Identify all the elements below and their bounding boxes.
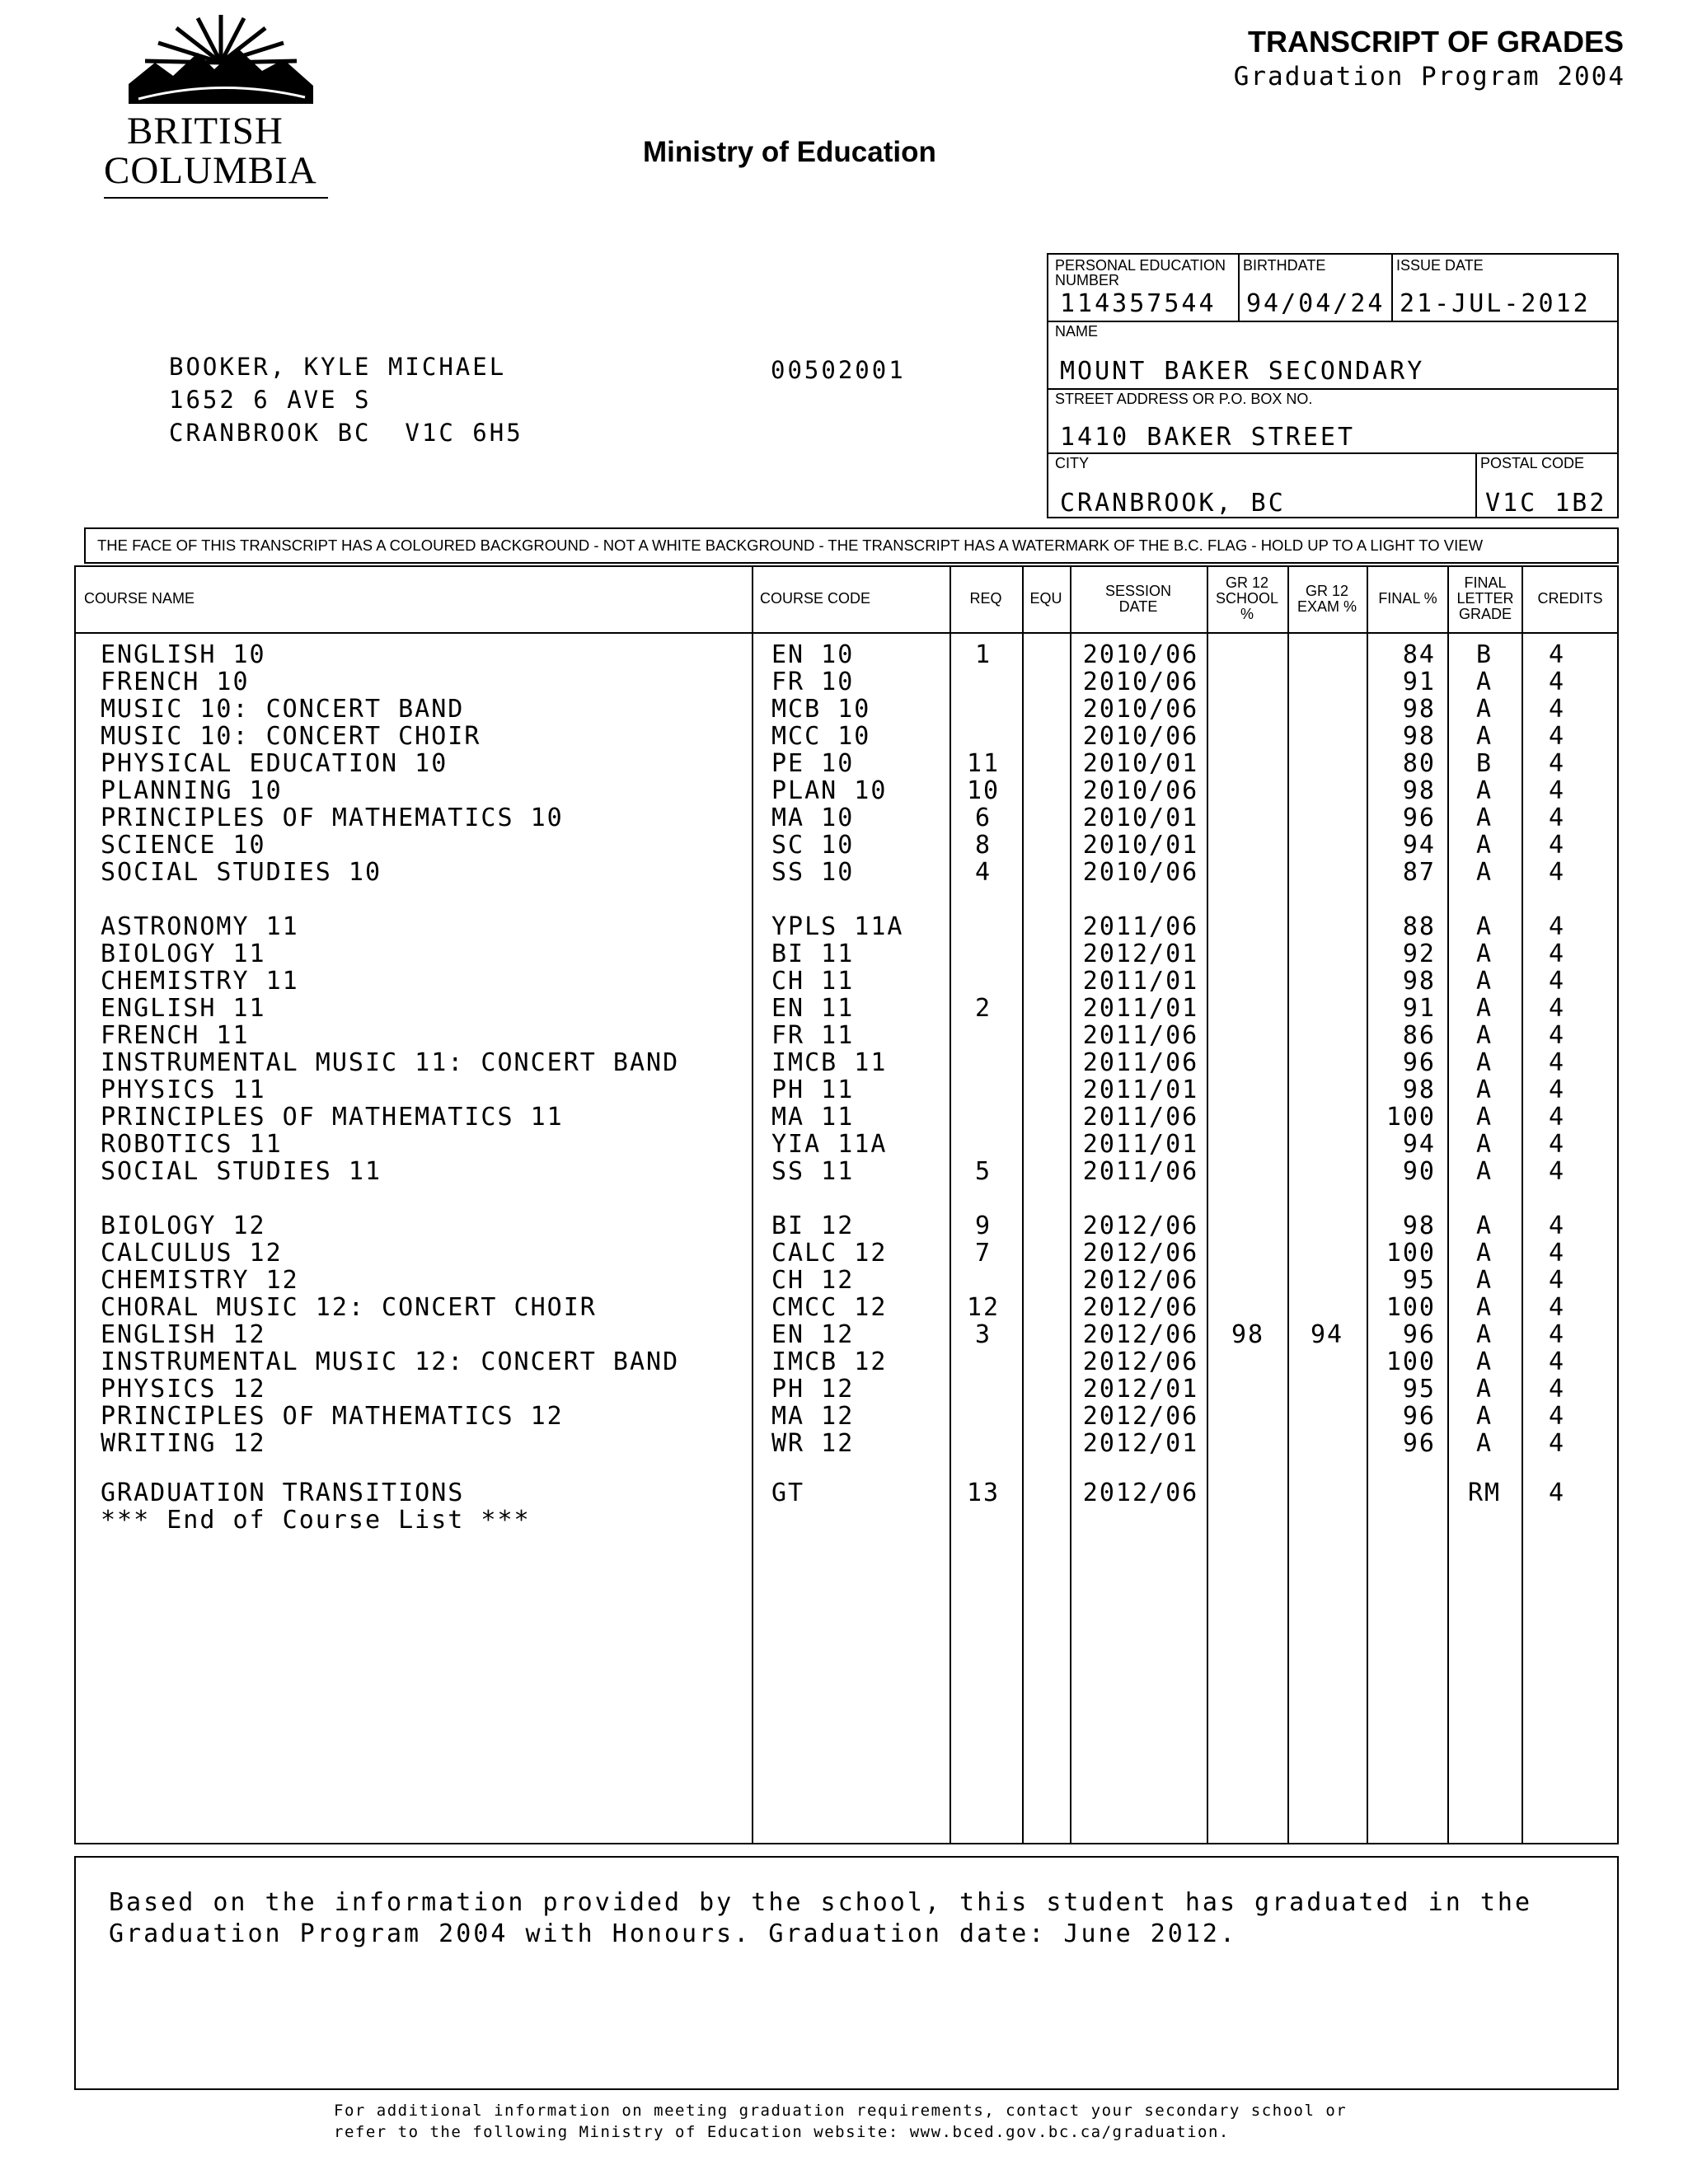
cell-session: 2012/06 [1082, 1347, 1199, 1376]
cell-name: ENGLISH 12 [101, 1320, 266, 1349]
cell-letter: A [1475, 776, 1493, 805]
student-address-line1: 1652 6 AVE S [169, 386, 372, 414]
graduation-statement-box [74, 1856, 1619, 2090]
cell-req: 10 [966, 776, 1001, 805]
pen-value: 114357544 [1060, 289, 1217, 318]
graduation-statement: Based on the information provided by the school, this student has graduated in the Graduation Program 2004 with Honours. Graduation date: June 2012. [109, 1888, 1533, 1948]
cell-letter: A [1475, 1021, 1493, 1050]
rule [1475, 452, 1477, 518]
cell-credits: 4 [1548, 1320, 1566, 1349]
cell-letter: A [1475, 1130, 1493, 1159]
cell-credits: 4 [1548, 1103, 1566, 1132]
cell-req: 2 [974, 994, 992, 1023]
cell-session: 2011/06 [1082, 1103, 1199, 1132]
logo-text-columbia: COLUMBIA [104, 149, 317, 192]
cell-credits: 4 [1548, 668, 1566, 696]
header-equ: EQU [1029, 590, 1062, 607]
cell-final: 94 [1402, 831, 1436, 860]
cell-letter: A [1475, 1048, 1493, 1077]
cell-name: SCIENCE 10 [101, 831, 266, 860]
cell-credits: 4 [1548, 640, 1566, 669]
cell-session: 2010/06 [1082, 640, 1199, 669]
cell-name: SOCIAL STUDIES 10 [101, 858, 382, 887]
cell-code: SC 10 [771, 831, 855, 860]
cell-name: CHEMISTRY 12 [101, 1266, 299, 1295]
cell-final: 96 [1402, 804, 1436, 832]
cell-req: 4 [974, 858, 992, 887]
watermark-notice: THE FACE OF THIS TRANSCRIPT HAS A COLOURED BACKGROUND - NOT A WHITE BACKGROUND - THE TRANSCRIPT HAS A WATERMARK OF THE B.C. FLAG - HOLD UP TO A LIGHT TO VIEW [84, 527, 1619, 564]
cell-exam: 94 [1310, 1320, 1344, 1349]
cell-req: 8 [974, 831, 992, 860]
cell-final: 86 [1402, 1021, 1436, 1050]
cell-credits: 4 [1548, 1239, 1566, 1268]
cell-code: YIA 11A [771, 1130, 888, 1159]
column-rule [1022, 567, 1024, 1843]
cell-name: PHYSICS 12 [101, 1375, 266, 1404]
cell-letter: A [1475, 1076, 1493, 1104]
cell-credits: 4 [1548, 1076, 1566, 1104]
cell-session: 2011/06 [1082, 1021, 1199, 1050]
cell-final: 98 [1402, 1212, 1436, 1240]
cell-session: 2011/01 [1082, 967, 1199, 996]
cell-letter: A [1475, 912, 1493, 941]
header-final-pct: FINAL % [1378, 590, 1437, 607]
cell-credits: 4 [1548, 1479, 1566, 1507]
issue-date-value: 21-JUL-2012 [1400, 289, 1591, 318]
city-label: CITY [1055, 455, 1090, 471]
cell-final: 98 [1402, 967, 1436, 996]
cell-final: 96 [1402, 1402, 1436, 1431]
cell-letter: A [1475, 1266, 1493, 1295]
cell-code: FR 11 [771, 1021, 855, 1050]
cell-final: 87 [1402, 858, 1436, 887]
birthdate-value: 94/04/24 [1246, 289, 1386, 318]
cell-credits: 4 [1548, 804, 1566, 832]
cell-req: 6 [974, 804, 992, 832]
cell-code: MCB 10 [771, 695, 871, 724]
cell-code: CALC 12 [771, 1239, 888, 1268]
rule [1048, 388, 1617, 390]
cell-letter: A [1475, 1429, 1493, 1458]
cell-name: WRITING 12 [101, 1429, 266, 1458]
cell-name: CHEMISTRY 11 [101, 967, 299, 996]
cell-final: 100 [1386, 1293, 1436, 1322]
cell-credits: 4 [1548, 1212, 1566, 1240]
header-course-name: COURSE NAME [84, 590, 195, 607]
header-credits: CREDITS [1537, 590, 1603, 607]
cell-letter: A [1475, 940, 1493, 968]
cell-session: 2012/06 [1082, 1266, 1199, 1295]
footer-note: For additional information on meeting graduation requirements, contact your secondary school or refer to the following Ministry of Education website: www.bced.gov.bc.ca/graduation. [334, 2102, 1348, 2141]
cell-final: 84 [1402, 640, 1436, 669]
cell-credits: 4 [1548, 1048, 1566, 1077]
cell-final: 98 [1402, 695, 1436, 724]
cell-final: 96 [1402, 1429, 1436, 1458]
cell-req: 13 [966, 1479, 1001, 1507]
cell-final: 100 [1386, 1239, 1436, 1268]
cell-letter: A [1475, 722, 1493, 751]
cell-session: 2011/06 [1082, 912, 1199, 941]
cell-credits: 4 [1548, 994, 1566, 1023]
cell-credits: 4 [1548, 1429, 1566, 1458]
ministry-title: Ministry of Education [643, 136, 936, 168]
cell-final: 91 [1402, 668, 1436, 696]
cell-name: MUSIC 10: CONCERT CHOIR [101, 722, 481, 751]
cell-final: 95 [1402, 1375, 1436, 1404]
cell-code: BI 11 [771, 940, 855, 968]
cell-credits: 4 [1548, 722, 1566, 751]
birthdate-label: BIRTHDATE [1243, 257, 1326, 274]
cell-session: 2010/06 [1082, 695, 1199, 724]
cell-name: FRENCH 10 [101, 668, 250, 696]
cell-name: ENGLISH 11 [101, 994, 266, 1023]
cell-req: 12 [966, 1293, 1001, 1322]
cell-school: 98 [1231, 1320, 1265, 1349]
cell-credits: 4 [1548, 749, 1566, 778]
cell-credits: 4 [1548, 1347, 1566, 1376]
cell-name: PHYSICS 11 [101, 1076, 266, 1104]
cell-session: 2010/06 [1082, 776, 1199, 805]
cell-session: 2012/06 [1082, 1320, 1199, 1349]
cell-final: 98 [1402, 1076, 1436, 1104]
cell-final: 100 [1386, 1347, 1436, 1376]
cell-credits: 4 [1548, 1293, 1566, 1322]
rule [1391, 255, 1393, 321]
cell-name: PRINCIPLES OF MATHEMATICS 11 [101, 1103, 564, 1132]
cell-code: EN 11 [771, 994, 855, 1023]
cell-name: FRENCH 11 [101, 1021, 250, 1050]
cell-code: SS 11 [771, 1157, 855, 1186]
cell-session: 2012/06 [1082, 1293, 1199, 1322]
cell-session: 2011/06 [1082, 1157, 1199, 1186]
cell-credits: 4 [1548, 967, 1566, 996]
student-number: 00502001 [771, 356, 906, 384]
cell-session: 2011/06 [1082, 1048, 1199, 1077]
cell-final: 98 [1402, 776, 1436, 805]
cell-letter: A [1475, 1402, 1493, 1431]
cell-name: BIOLOGY 12 [101, 1212, 266, 1240]
cell-req: 5 [974, 1157, 992, 1186]
cell-code: CH 12 [771, 1266, 855, 1295]
rule [1238, 255, 1240, 321]
postal-code-label: POSTAL CODE [1480, 455, 1585, 471]
cell-final: 88 [1402, 912, 1436, 941]
header-session-date: SESSION DATE [1104, 582, 1172, 615]
cell-credits: 4 [1548, 940, 1566, 968]
cell-code: CH 11 [771, 967, 855, 996]
cell-req: 3 [974, 1320, 992, 1349]
cell-final: 94 [1402, 1130, 1436, 1159]
program-subtitle: Graduation Program 2004 [1233, 62, 1625, 91]
cell-name: INSTRUMENTAL MUSIC 12: CONCERT BAND [101, 1347, 680, 1376]
cell-letter: B [1475, 749, 1493, 778]
course-table [74, 565, 1619, 1844]
cell-final: 96 [1402, 1320, 1436, 1349]
cell-code: CMCC 12 [771, 1293, 888, 1322]
cell-req: 11 [966, 749, 1001, 778]
cell-name: BIOLOGY 11 [101, 940, 266, 968]
cell-credits: 4 [1548, 912, 1566, 941]
cell-final: 80 [1402, 749, 1436, 778]
cell-letter: A [1475, 1157, 1493, 1186]
cell-session: 2012/06 [1082, 1402, 1199, 1431]
cell-final: 92 [1402, 940, 1436, 968]
cell-credits: 4 [1548, 1266, 1566, 1295]
header-exam-pct: GR 12 EXAM % [1296, 582, 1357, 615]
pen-label: PERSONAL EDUCATION NUMBER [1055, 257, 1226, 288]
cell-code: PH 11 [771, 1076, 855, 1104]
column-rule [1070, 567, 1071, 1843]
cell-name: ROBOTICS 11 [101, 1130, 283, 1159]
cell-name: PLANNING 10 [101, 776, 283, 805]
cell-code: YPLS 11A [771, 912, 904, 941]
column-rule [1207, 567, 1208, 1843]
cell-session: 2010/01 [1082, 831, 1199, 860]
cell-name: PRINCIPLES OF MATHEMATICS 12 [101, 1402, 564, 1431]
column-rule [1287, 567, 1289, 1843]
cell-session: 2011/01 [1082, 1076, 1199, 1104]
cell-name: CHORAL MUSIC 12: CONCERT CHOIR [101, 1293, 597, 1322]
cell-code: FR 10 [771, 668, 855, 696]
cell-session: 2010/06 [1082, 668, 1199, 696]
header-rule [76, 632, 1617, 634]
cell-code: PLAN 10 [771, 776, 888, 805]
sun-mountains-icon [122, 12, 320, 109]
cell-code: SS 10 [771, 858, 855, 887]
cell-code: EN 10 [771, 640, 855, 669]
cell-code: EN 12 [771, 1320, 855, 1349]
rule [1048, 321, 1617, 322]
cell-final: 95 [1402, 1266, 1436, 1295]
cell-session: 2010/01 [1082, 804, 1199, 832]
cell-code: MA 12 [771, 1402, 855, 1431]
cell-letter: A [1475, 1239, 1493, 1268]
cell-code: IMCB 12 [771, 1347, 888, 1376]
cell-name: PRINCIPLES OF MATHEMATICS 10 [101, 804, 564, 832]
cell-credits: 4 [1548, 1130, 1566, 1159]
street-value: 1410 BAKER STREET [1060, 423, 1356, 452]
cell-credits: 4 [1548, 1402, 1566, 1431]
column-rule [752, 567, 753, 1843]
cell-letter: A [1475, 668, 1493, 696]
cell-credits: 4 [1548, 1021, 1566, 1050]
cell-session: 2012/01 [1082, 1375, 1199, 1404]
cell-final: 98 [1402, 722, 1436, 751]
cell-credits: 4 [1548, 776, 1566, 805]
cell-name: ASTRONOMY 11 [101, 912, 299, 941]
street-label: STREET ADDRESS OR P.O. BOX NO. [1055, 391, 1313, 407]
cell-session: 2012/01 [1082, 940, 1199, 968]
cell-req: 1 [974, 640, 992, 669]
cell-code: IMCB 11 [771, 1048, 888, 1077]
cell-letter: A [1475, 804, 1493, 832]
cell-code: MCC 10 [771, 722, 871, 751]
logo-underline [104, 197, 328, 199]
cell-letter: A [1475, 831, 1493, 860]
transcript-title: TRANSCRIPT OF GRADES [1247, 25, 1624, 59]
end-of-course-list: *** End of Course List *** [101, 1506, 531, 1535]
logo-text-british: BRITISH [127, 110, 284, 152]
header-course-code: COURSE CODE [760, 590, 871, 607]
cell-letter: A [1475, 967, 1493, 996]
cell-code: GT [771, 1479, 805, 1507]
cell-session: 2010/06 [1082, 858, 1199, 887]
cell-letter: A [1475, 695, 1493, 724]
city-value: CRANBROOK, BC [1060, 489, 1286, 518]
cell-name: CALCULUS 12 [101, 1239, 283, 1268]
cell-letter: B [1475, 640, 1493, 669]
cell-session: 2010/06 [1082, 722, 1199, 751]
header-letter-grade: FINAL LETTER GRADE [1456, 574, 1514, 622]
cell-code: PE 10 [771, 749, 855, 778]
cell-code: BI 12 [771, 1212, 855, 1240]
cell-letter: A [1475, 1293, 1493, 1322]
cell-letter: A [1475, 1103, 1493, 1132]
student-address-line2: CRANBROOK BC V1C 6H5 [169, 419, 523, 447]
cell-session: 2012/01 [1082, 1429, 1199, 1458]
cell-letter: RM [1467, 1479, 1502, 1507]
cell-session: 2012/06 [1082, 1212, 1199, 1240]
cell-session: 2010/01 [1082, 749, 1199, 778]
cell-session: 2011/01 [1082, 1130, 1199, 1159]
bc-logo [97, 12, 336, 201]
cell-credits: 4 [1548, 1375, 1566, 1404]
cell-code: WR 12 [771, 1429, 855, 1458]
cell-final: 91 [1402, 994, 1436, 1023]
cell-final: 90 [1402, 1157, 1436, 1186]
cell-credits: 4 [1548, 695, 1566, 724]
cell-req: 7 [974, 1239, 992, 1268]
cell-name: GRADUATION TRANSITIONS [101, 1479, 465, 1507]
school-info-box [1047, 253, 1619, 518]
student-name: BOOKER, KYLE MICHAEL [169, 353, 507, 381]
cell-letter: A [1475, 858, 1493, 887]
cell-code: MA 11 [771, 1103, 855, 1132]
rule [1048, 452, 1617, 454]
cell-code: PH 12 [771, 1375, 855, 1404]
issue-date-label: ISSUE DATE [1396, 257, 1484, 274]
cell-name: INSTRUMENTAL MUSIC 11: CONCERT BAND [101, 1048, 680, 1077]
school-name-label: NAME [1055, 323, 1099, 340]
cell-credits: 4 [1548, 1157, 1566, 1186]
cell-credits: 4 [1548, 858, 1566, 887]
cell-final: 96 [1402, 1048, 1436, 1077]
cell-name: SOCIAL STUDIES 11 [101, 1157, 382, 1186]
cell-session: 2012/06 [1082, 1239, 1199, 1268]
cell-name: MUSIC 10: CONCERT BAND [101, 695, 465, 724]
cell-letter: A [1475, 1320, 1493, 1349]
cell-credits: 4 [1548, 831, 1566, 860]
cell-letter: A [1475, 1347, 1493, 1376]
postal-code-value: V1C 1B2 [1485, 489, 1607, 518]
cell-code: MA 10 [771, 804, 855, 832]
cell-name: ENGLISH 10 [101, 640, 266, 669]
cell-letter: A [1475, 994, 1493, 1023]
header-req: REQ [969, 590, 1002, 607]
cell-name: PHYSICAL EDUCATION 10 [101, 749, 448, 778]
header-school-pct: GR 12 SCHOOL % [1215, 574, 1279, 622]
cell-session: 2012/06 [1082, 1479, 1199, 1507]
cell-letter: A [1475, 1212, 1493, 1240]
school-name-value: MOUNT BAKER SECONDARY [1060, 357, 1425, 386]
cell-req: 9 [974, 1212, 992, 1240]
cell-session: 2011/01 [1082, 994, 1199, 1023]
cell-final: 100 [1386, 1103, 1436, 1132]
cell-letter: A [1475, 1375, 1493, 1404]
